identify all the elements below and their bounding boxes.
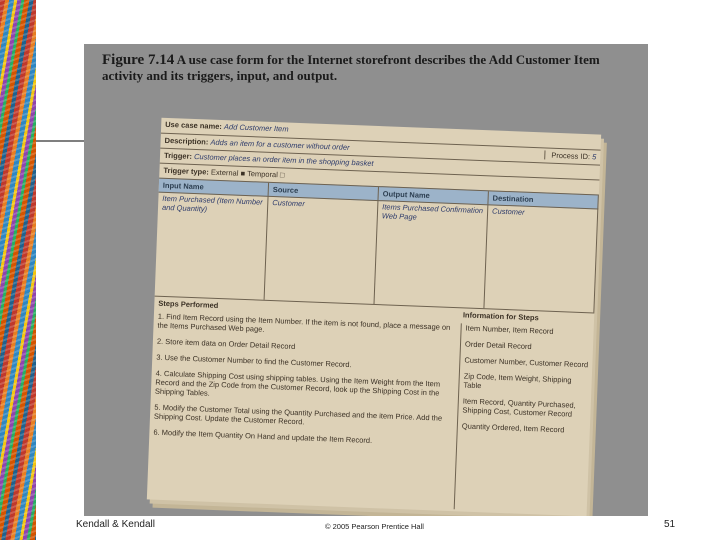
info-item: Quantity Ordered, Item Record — [461, 421, 565, 435]
step-item: 2. Store item data on Order Detail Record — [156, 336, 296, 351]
steps-list — [147, 312, 462, 510]
steps-label: Steps Performed — [158, 298, 219, 311]
description-value: Adds an item for a customer without order — [210, 137, 350, 152]
info-item: Zip Code, Item Weight, Shipping Table — [463, 371, 572, 391]
trigger-type-temporal: Temporal — [246, 169, 279, 180]
col-output-name: Output Name — [378, 187, 488, 204]
step-item: 5. Modify the Customer Total using the Quantity Purchased and the item Price. Add the Shipping Cost. Update the Customer Record. — [153, 402, 443, 427]
col-input-name: Input Name — [159, 179, 269, 196]
use-case-form — [147, 118, 601, 516]
checked-box-icon: ■ — [240, 168, 246, 178]
figure-label: Figure 7.14 — [102, 52, 175, 68]
footer-copyright: © 2005 Pearson Prentice Hall — [325, 522, 424, 531]
trigger-type-label: Trigger type: — [163, 165, 210, 177]
unchecked-box-icon: □ — [279, 170, 285, 180]
info-list — [455, 323, 594, 514]
cell-destination: Customer — [484, 204, 598, 312]
info-item: Order Detail Record — [464, 339, 532, 352]
trigger-label: Trigger: — [163, 150, 193, 161]
step-item: 6. Modify the Item Quantity On Hand and update the Item Record. — [153, 427, 373, 446]
info-item: Customer Number, Customer Record — [464, 355, 589, 370]
use-case-label: Use case name: — [165, 119, 223, 132]
woven-fabric-decoration — [0, 0, 36, 540]
figure-photo — [84, 44, 648, 516]
col-destination: Destination — [488, 191, 598, 208]
step-item: 1. Find Item Record using the Item Number. If the item is not found, place a message on the Items Purchased Web page. — [157, 311, 451, 334]
page-number: 51 — [664, 519, 676, 530]
info-item: Item Record, Quantity Purchased, Shipping Cost, Customer Record — [462, 396, 576, 419]
cell-source: Customer — [265, 196, 379, 304]
figure-caption — [102, 52, 638, 83]
description-label: Description: — [164, 135, 209, 147]
use-case-value: Add Customer Item — [223, 122, 289, 134]
col-source: Source — [269, 183, 379, 200]
step-item: 3. Use the Customer Number to find the Customer Record. — [156, 352, 352, 370]
info-label: Information for Steps — [462, 310, 539, 323]
info-item: Item Number, Item Record — [465, 323, 554, 336]
cell-input: Item Purchased (Item Number and Quantity) — [155, 192, 269, 300]
trigger-value: Customer places an order item in the shopping basket — [193, 151, 374, 168]
title-rule — [36, 140, 86, 142]
process-id — [544, 150, 596, 161]
table-row — [155, 192, 599, 313]
step-item: 4. Calculate Shipping Cost using shipping tables. Using the Item Weight from the Item Record and the Zip Code from the Customer Record, look up the Shipping Cost in the Shipping Tables. — [154, 368, 441, 398]
trigger-type-external: External — [210, 167, 239, 178]
footer-author: Kendall & Kendall — [76, 519, 155, 530]
process-id-label: Process ID: — [551, 150, 591, 162]
process-id-value: 5 — [591, 152, 597, 162]
figure-caption-text: A use case form for the Internet storefront describes the Add Customer Item activity and its triggers, input, and output. — [102, 52, 600, 83]
cell-output: Items Purchased Confirmation Web Page — [374, 200, 488, 308]
